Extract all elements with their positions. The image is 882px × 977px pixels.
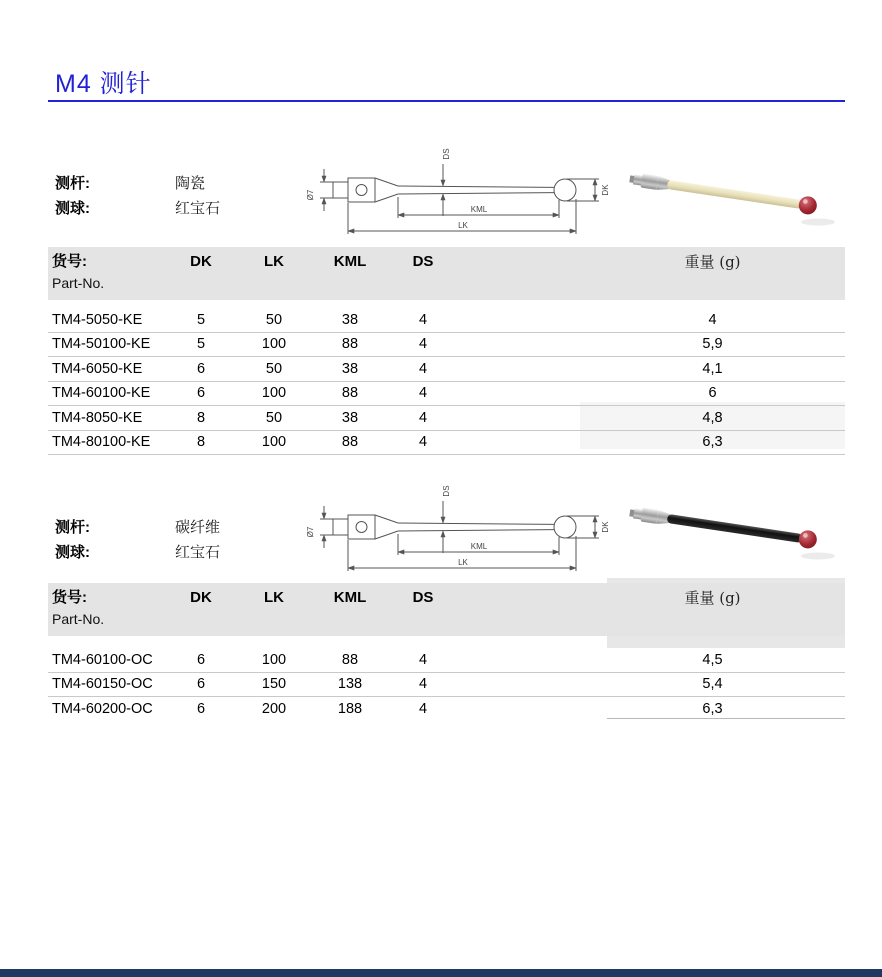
table-row [48,357,845,382]
cell-weight: 5,9 [702,336,723,353]
cell-dk: 6 [196,676,206,693]
cell-part-no: TM4-60100-KE [52,385,151,402]
dim-label-ds: DS [442,148,451,160]
cell-part-no: TM4-60150-OC [52,676,153,693]
cell-dk: 6 [196,651,206,668]
dim-label-kml: KML [470,205,488,214]
table2-header [48,583,845,636]
table-row [48,673,845,698]
cell-weight: 6 [708,385,717,402]
cell-dk: 8 [196,434,206,451]
table-row [48,382,845,407]
ball-value: 红宝石 [175,544,221,561]
cell-ds: 4 [418,385,428,402]
cell-kml: 88 [341,385,359,402]
cell-weight: 4,5 [702,651,723,668]
cell-ds: 4 [418,336,428,353]
cell-lk: 100 [261,336,287,353]
ball-label: 测球: [55,200,90,217]
shaft-value: 碳纤维 [175,519,221,536]
cell-lk: 50 [265,409,283,426]
title-rule [48,100,845,102]
cell-part-no: TM4-60200-OC [52,700,153,717]
cell-ds: 4 [418,676,428,693]
shaft-label: 测杆: [55,519,90,536]
cell-ds: 4 [418,434,428,451]
dim-label-kml: KML [470,542,488,551]
cell-lk: 150 [261,676,287,693]
table-row [48,333,845,358]
cell-kml: 188 [337,700,363,717]
cell-weight: 5,4 [702,676,723,693]
cell-part-no: TM4-50100-KE [52,336,151,353]
cell-ds: 4 [418,409,428,426]
col-header-ds: DS [412,253,434,270]
cell-weight: 4,1 [702,360,723,377]
table-row [48,648,845,673]
dim-label-diameter: Ø7 [306,526,315,538]
footer-bar [0,969,882,977]
cell-part-no: TM4-5050-KE [52,311,143,328]
cell-kml: 138 [337,676,363,693]
cell-kml: 88 [341,651,359,668]
table-row [48,406,845,431]
page-title: M4 测针 [55,70,152,98]
dim-label-dk: DK [601,521,610,533]
cell-dk: 8 [196,409,206,426]
dim-label-lk: LK [458,221,468,230]
stylus-dimension-drawing [303,142,618,238]
dim-label-dk: DK [601,184,610,196]
col-header-part-no-sub: Part-No. [52,275,105,291]
cell-lk: 100 [261,385,287,402]
cell-weight: 4 [708,311,717,328]
cell-kml: 38 [341,360,359,377]
cell-kml: 88 [341,434,359,451]
dim-label-lk: LK [458,558,468,567]
cell-part-no: TM4-80100-KE [52,434,151,451]
stylus-photo-ceramic [628,156,848,230]
col-header-dk: DK [190,253,212,270]
table1-body [48,308,845,455]
cell-weight: 4,8 [702,409,723,426]
cell-lk: 100 [261,434,287,451]
stylus-photo-carbon [628,490,848,564]
table-row [48,697,845,721]
cell-kml: 38 [341,311,359,328]
cell-part-no: TM4-6050-KE [52,360,143,377]
table-row [48,431,845,456]
col-header-kml: KML [333,589,367,606]
cell-dk: 6 [196,700,206,717]
cell-dk: 6 [196,360,206,377]
shaft-label: 测杆: [55,175,90,192]
table-row [48,308,845,333]
cell-weight: 6,3 [702,434,723,451]
cell-ds: 4 [418,700,428,717]
cell-ds: 4 [418,360,428,377]
stylus-dimension-drawing [303,479,618,575]
cell-lk: 50 [265,360,283,377]
col-header-part-no: 货号: [52,253,87,270]
shaft-value: 陶瓷 [175,175,206,192]
ball-value: 红宝石 [175,200,221,217]
cell-dk: 6 [196,385,206,402]
table1-header [48,247,845,300]
cell-ds: 4 [418,651,428,668]
cell-lk: 100 [261,651,287,668]
cell-part-no: TM4-60100-OC [52,651,153,668]
col-header-ds: DS [412,589,434,606]
cell-ds: 4 [418,311,428,328]
weight-column-bottom-line [607,718,845,719]
col-header-weight: 重量 (g) [684,253,741,271]
cell-part-no: TM4-8050-KE [52,409,143,426]
cell-dk: 5 [196,311,206,328]
cell-dk: 5 [196,336,206,353]
cell-kml: 88 [341,336,359,353]
cell-lk: 50 [265,311,283,328]
col-header-lk: LK [264,589,284,606]
col-header-kml: KML [333,253,367,270]
col-header-part-no-sub: Part-No. [52,611,105,627]
table2-body [48,648,845,721]
ball-label: 测球: [55,544,90,561]
col-header-weight: 重量 (g) [684,589,741,607]
col-header-part-no: 货号: [52,589,87,606]
cell-weight: 6,3 [702,700,723,717]
col-header-dk: DK [190,589,212,606]
cell-kml: 38 [341,409,359,426]
dim-label-diameter: Ø7 [306,189,315,201]
col-header-lk: LK [264,253,284,270]
dim-label-ds: DS [442,485,451,497]
cell-lk: 200 [261,700,287,717]
